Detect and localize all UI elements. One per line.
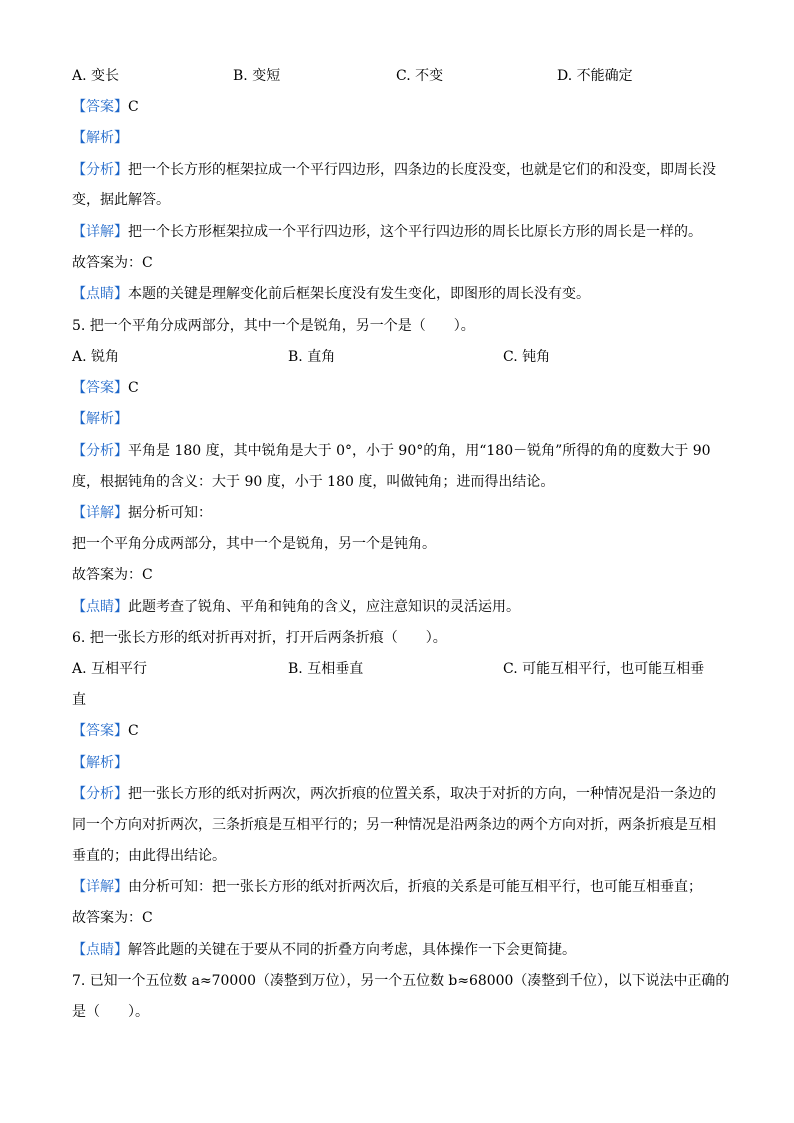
q4-answer: 【答案】C <box>72 99 139 115</box>
q6-answer: 【答案】C <box>72 723 139 739</box>
q4-dianjing: 【点睛】本题的关键是理解变化前后框架长度没有发生变化，即图形的周长没有变。 <box>72 286 590 302</box>
q5-jiexi: 【解析】 <box>72 411 128 427</box>
q6-dianjing: 【点睛】解答此题的关键在于要从不同的折叠方向考虑，具体操作一下会更简捷。 <box>72 942 576 958</box>
q5-option-a: A. 锐角 <box>72 349 120 365</box>
q6-final-answer: 故答案为：C <box>72 910 153 926</box>
q6-fenxi: 【分析】把一张长方形的纸对折两次，两次折痕的位置关系，取决于对折的方向，一种情况是沿一条边的 <box>72 786 716 802</box>
q4-option-b: B. 变短 <box>233 68 281 84</box>
q5-option-c: C. 钝角 <box>503 349 551 365</box>
q5-stem: 5. 把一个平角分成两部分，其中一个是锐角，另一个是（ ）。 <box>72 318 475 334</box>
q5-fenxi: 【分析】平角是 180 度，其中锐角是大于 0°，小于 90°的角，用“180－锐角”所得的角的度数大于 90 <box>72 443 711 459</box>
q7-stem: 7. 已知一个五位数 a≈70000（凑整到万位），另一个五位数 b≈68000（凑整到千位），以下说法中正确的 <box>72 973 730 989</box>
q4-option-a: A. 变长 <box>72 68 120 84</box>
q5-fenxi-cont: 度，根据钝角的含义：大于 90 度，小于 180 度，叫做钝角；进而得出结论。 <box>72 474 555 490</box>
q6-option-a: A. 互相平行 <box>72 661 148 677</box>
q4-option-c: C. 不变 <box>396 68 444 84</box>
q6-option-b: B. 互相垂直 <box>288 661 364 677</box>
q5-dianjing: 【点睛】此题考查了锐角、平角和钝角的含义，应注意知识的灵活运用。 <box>72 599 520 615</box>
q5-answer: 【答案】C <box>72 380 139 396</box>
q5-xiangjie: 【详解】据分析可知： <box>72 505 212 521</box>
q6-xiangjie: 【详解】由分析可知：把一张长方形的纸对折两次后，折痕的关系是可能互相平行，也可能互相垂直； <box>72 879 702 895</box>
q5-option-b: B. 直角 <box>288 349 336 365</box>
q5-final-answer: 故答案为：C <box>72 567 153 583</box>
q4-final-answer: 故答案为：C <box>72 255 153 271</box>
q7-stem-cont: 是（ ）。 <box>72 1004 149 1020</box>
q6-option-c-wrap: 直 <box>72 692 86 708</box>
q6-option-c: C. 可能互相平行，也可能互相垂 <box>503 661 705 677</box>
q6-fenxi-cont-2: 垂直的；由此得出结论。 <box>72 848 226 864</box>
q4-xiangjie: 【详解】把一个长方形框架拉成一个平行四边形，这个平行四边形的周长比原长方形的周长是一样的。 <box>72 224 702 240</box>
q6-jiexi: 【解析】 <box>72 755 128 771</box>
q4-option-d: D. 不能确定 <box>557 68 633 84</box>
q6-fenxi-cont-1: 同一个方向对折两次，三条折痕是互相平行的；另一种情况是沿两条边的两个方向对折，两条折痕是互相 <box>72 817 716 833</box>
q6-stem: 6. 把一张长方形的纸对折再对折，打开后两条折痕（ ）。 <box>72 630 447 646</box>
q4-fenxi-cont: 变，据此解答。 <box>72 192 170 208</box>
q4-jiexi: 【解析】 <box>72 130 128 146</box>
q4-fenxi: 【分析】把一个长方形的框架拉成一个平行四边形，四条边的长度没变，也就是它们的和没变，即周长没 <box>72 162 716 178</box>
q5-xiangjie-cont: 把一个平角分成两部分，其中一个是锐角，另一个是钝角。 <box>72 536 436 552</box>
